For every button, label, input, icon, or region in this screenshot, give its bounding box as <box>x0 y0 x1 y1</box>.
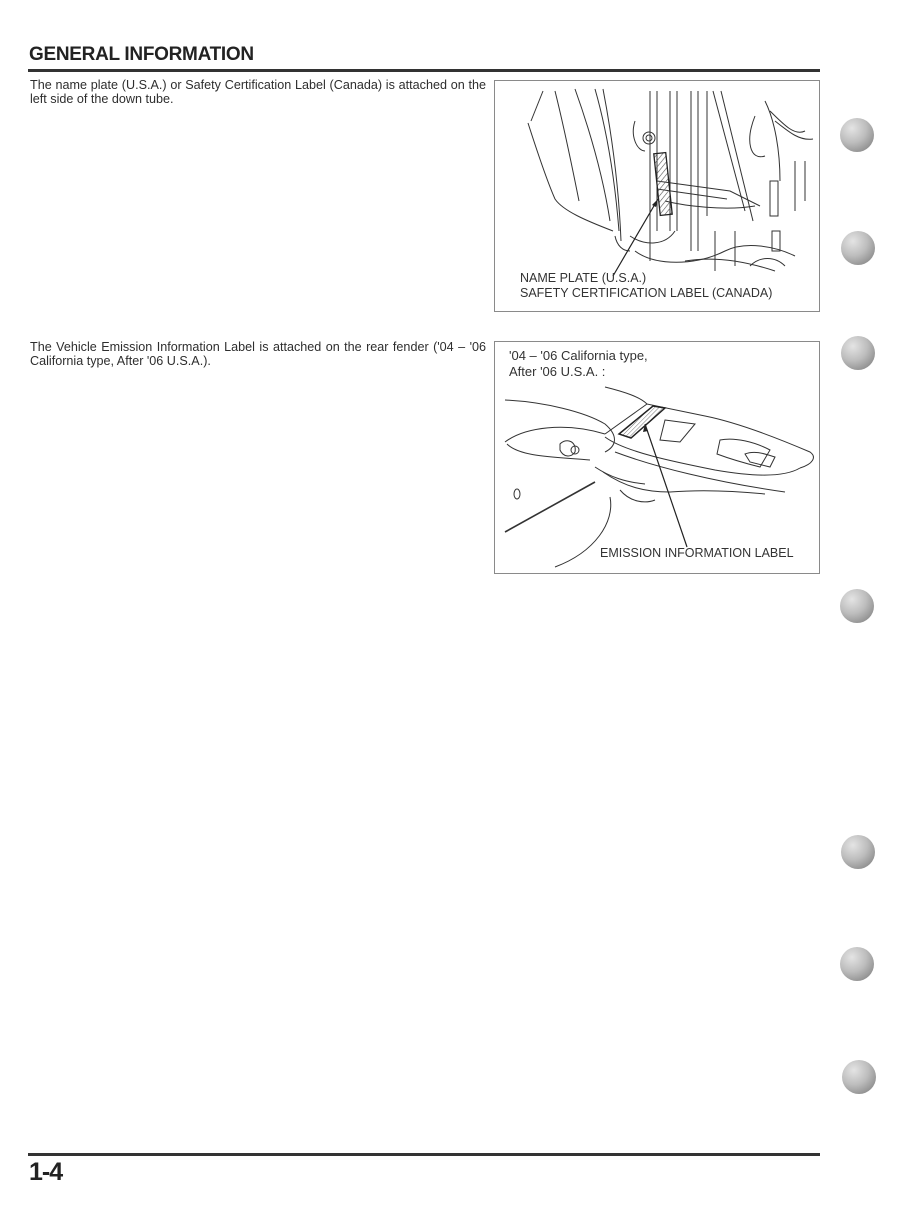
binding-hole-icon <box>841 231 875 265</box>
callout-line-1: NAME PLATE (U.S.A.) <box>520 271 647 285</box>
binding-hole-icon <box>840 947 874 981</box>
emission-label-figure <box>494 341 820 574</box>
note-line-1: '04 – '06 California type, <box>509 348 648 363</box>
section-title: GENERAL INFORMATION <box>29 44 254 65</box>
name-plate-figure <box>494 80 820 312</box>
model-applicability-note <box>509 348 648 380</box>
footer-rule <box>28 1153 820 1156</box>
header-rule <box>28 69 820 72</box>
emission-label-marker <box>619 406 665 438</box>
binding-hole-icon <box>841 835 875 869</box>
name-plate-paragraph: The name plate (U.S.A.) or Safety Certification Label (Canada) is attached on the left side of the down tube. <box>30 78 486 106</box>
page-number: 1-4 <box>29 1158 63 1186</box>
binding-hole-icon <box>842 1060 876 1094</box>
binding-hole-icon <box>840 118 874 152</box>
binding-hole-icon <box>841 336 875 370</box>
name-plate-callout <box>520 271 772 301</box>
note-line-2: After '06 U.S.A. : <box>509 364 606 379</box>
emission-label-paragraph: The Vehicle Emission Information Label is attached on the rear fender ('04 – '06 California type, After '06 U.S.A.). <box>30 340 486 368</box>
emission-label-callout: EMISSION INFORMATION LABEL <box>600 546 794 560</box>
callout-line-2: SAFETY CERTIFICATION LABEL (CANADA) <box>520 286 773 300</box>
binding-hole-icon <box>840 589 874 623</box>
